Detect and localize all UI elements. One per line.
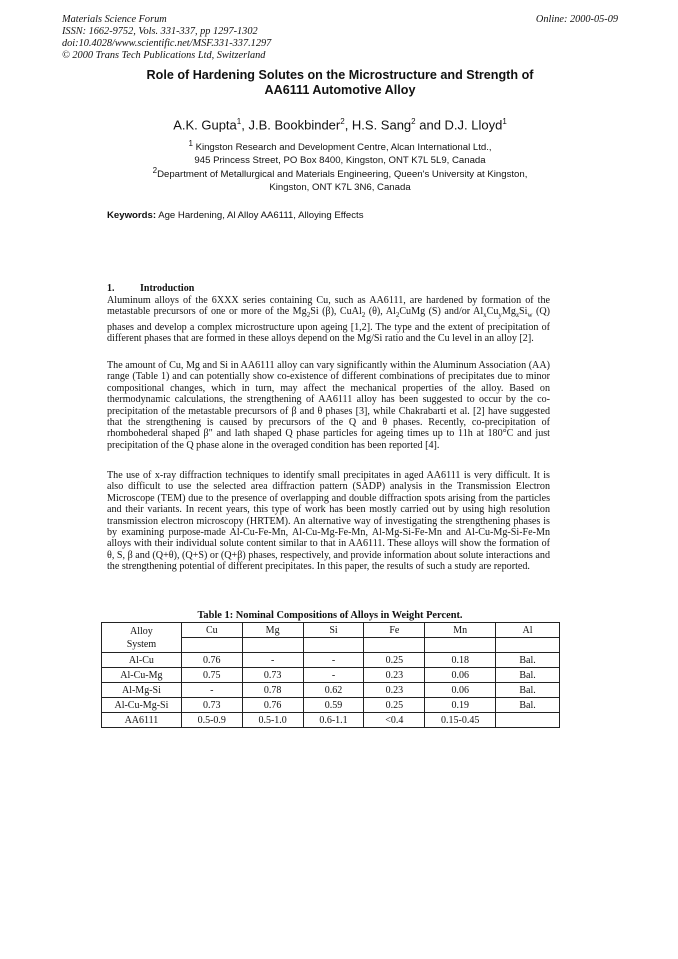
- journal-name: Materials Science Forum: [62, 14, 167, 25]
- composition-table: [101, 622, 560, 728]
- table-cell: 0.5-1.0: [242, 713, 303, 728]
- text-run: CuMg (S) and/or Al: [399, 306, 484, 318]
- table-cell: -: [303, 653, 364, 668]
- affiliation-text: 945 Princess Street, PO Box 8400, Kingston, ONT K7L 5L9, Canada: [194, 154, 486, 166]
- affiliation-2: [100, 165, 580, 194]
- table-cell: <0.4: [364, 713, 425, 728]
- title-line-2: AA6111 Automotive Alloy: [264, 83, 416, 97]
- table-cell: 0.23: [364, 683, 425, 698]
- text-run: Si (β), CuAl: [310, 306, 362, 318]
- subscript: 2: [306, 311, 311, 320]
- table-header-cell: Al: [496, 623, 560, 638]
- online-date: Online: 2000-05-09: [535, 14, 618, 25]
- keywords-text: Age Hardening, Al Alloy AA6111, Alloying Effects: [158, 210, 364, 221]
- table-cell: 0.23: [364, 668, 425, 683]
- keywords-label: Keywords:: [107, 210, 157, 221]
- affiliation-text: Department of Metallurgical and Materials Engineering, Queen's University at Kingston,: [157, 169, 528, 181]
- table-cell: Bal.: [496, 698, 560, 713]
- table-row: [102, 698, 560, 713]
- table-cell: 0.76: [181, 653, 242, 668]
- affiliation-marker: 1: [502, 117, 507, 126]
- paragraph-1: [107, 295, 550, 345]
- subscript: x: [483, 311, 487, 320]
- subscript: z: [515, 311, 520, 320]
- author-name: A.K. Gupta: [173, 117, 237, 133]
- author-list: [70, 114, 610, 133]
- journal-header: [62, 14, 618, 62]
- affiliation-text: Kingston Research and Development Centre, Alcan International Ltd.,: [195, 142, 492, 154]
- author-name: and D.J. Lloyd: [415, 117, 503, 133]
- text-run: Mg: [501, 306, 516, 318]
- subscript: w: [527, 311, 533, 320]
- table-row: [102, 713, 560, 728]
- table-cell: 0.06: [425, 683, 496, 698]
- table-cell: 0.19: [425, 698, 496, 713]
- paragraph-2: The amount of Cu, Mg and Si in AA6111 alloy can vary significantly within the Aluminum Association (AA) range (Table 1) and can potentially show co-existence of different combinations of precipitates due to minor compositional changes, which in turn, may affect the mechanical properties of the alloy. Based on thermodynamic calculations, the strengthening of AA6111 alloy has been suggested to occur by the co-precipitation of the metastable precursors of β and θ phases [3], while Chakrabarti et al. [2] have suggested that the strengthening is caused by precursors of the Q and θ phases. Recently, co-precipitation of rhombohederal shaped β" and lath shaped Q phase particles for ageing times up to 11h at 180°C and just precipitation of the Q phase alone in the overaged condition has been reported [4].: [107, 360, 550, 451]
- text-run: Aluminum alloys of the 6XXX series containing Cu, such as AA6111, are hardened by formation of the metastable precursors of one or more of the Mg: [107, 295, 550, 318]
- affiliation-marker: 1: [188, 139, 193, 148]
- table-cell: -: [242, 653, 303, 668]
- table-cell: -: [303, 668, 364, 683]
- table-header-cell: Cu: [181, 623, 242, 638]
- table-row: [102, 668, 560, 683]
- affiliation-marker: 2: [340, 117, 345, 126]
- table-cell: Al-Cu-Mg: [102, 668, 182, 683]
- table-cell: -: [181, 683, 242, 698]
- table-header-cell: Alloy System: [102, 623, 182, 653]
- table-cell: 0.6-1.1: [303, 713, 364, 728]
- subscript: 2: [395, 311, 400, 320]
- table-cell: AA6111: [102, 713, 182, 728]
- affiliation-marker: 2: [411, 117, 416, 126]
- subscript: y: [498, 311, 502, 320]
- table-caption: Table 1: Nominal Compositions of Alloys in Weight Percent.: [197, 610, 463, 621]
- table-cell: Al-Cu-Mg-Si: [102, 698, 182, 713]
- paper-title: [70, 68, 610, 98]
- table-header-cell: Mg: [242, 623, 303, 638]
- affiliation-marker: 1: [236, 117, 242, 126]
- table-cell: 0.25: [364, 653, 425, 668]
- table-cell: 0.59: [303, 698, 364, 713]
- table-cell: 0.76: [242, 698, 303, 713]
- table-cell: 0.25: [364, 698, 425, 713]
- table-cell: 0.15-0.45: [425, 713, 496, 728]
- text-run: Si: [519, 306, 528, 318]
- table-cell: 0.5-0.9: [181, 713, 242, 728]
- issn-line: ISSN: 1662-9752, Vols. 331-337, pp 1297-1302: [62, 26, 258, 37]
- table-row: [102, 683, 560, 698]
- table-cell: Bal.: [496, 653, 560, 668]
- copyright-line: © 2000 Trans Tech Publications Ltd, Switzerland: [62, 50, 266, 61]
- author-name: , J.B. Bookbinder: [241, 117, 341, 133]
- table-cell: 0.78: [242, 683, 303, 698]
- table-cell: 0.18: [425, 653, 496, 668]
- text-run: (Q) phases and develop a complex microstructure upon ageing [1,2]. The type and the extent of precipitation of different phases that are formed in these alloys depend on the Mg/Si ratio and the Cu level in an alloy [2].: [107, 306, 550, 345]
- keywords: [107, 210, 577, 221]
- table-cell: 0.06: [425, 668, 496, 683]
- table-cell: Bal.: [496, 683, 560, 698]
- section-number: 1.: [107, 283, 115, 294]
- table-header-cell: Si: [303, 623, 364, 638]
- text-run: Cu: [486, 306, 499, 318]
- table-row: [102, 653, 560, 668]
- table-cell: Bal.: [496, 668, 560, 683]
- section-title: Introduction: [140, 283, 195, 294]
- table-cell: 0.73: [181, 698, 242, 713]
- title-line-1: Role of Hardening Solutes on the Microstructure and Strength of: [146, 68, 534, 82]
- text-run: (θ), Al: [365, 306, 396, 318]
- table-cell: 0.75: [181, 668, 242, 683]
- paragraph-3: The use of x-ray diffraction techniques to identify small precipitates in aged AA6111 is very difficult. It is also difficult to use the selected area diffraction pattern (SADP) analysis in the Transmission Electron Microscope (TEM) due to the presence of overlapping and double diffraction spots arising from the particles and their variants. In recent years, this type of work has been mostly carried out by using high resolution transmission electron microscopy (HRTEM). An alternative way of investigating the strengthening phases is by examining purpose-made Al-Cu-Fe-Mn, Al-Cu-Mg-Fe-Mn, Al-Mg-Si-Fe-Mn and Al-Cu-Mg-Si-Fe-Mn alloys with their individual solute content similar to that in AA6111. These alloys will show the formation of θ, S, β and (Q+θ), (Q+S) or (Q+β) phases, respectively, and provide information about solute interactions and the strengthening potential of different precipitates. In this paper, the results of such a study are reported.: [107, 470, 550, 573]
- table-cell: 0.73: [242, 668, 303, 683]
- doi-line: doi:10.4028/www.scientific.net/MSF.331-337.1297: [62, 38, 272, 49]
- affiliation-1: [110, 138, 570, 167]
- table-cell: Al-Cu: [102, 653, 182, 668]
- affiliation-marker: 2: [152, 166, 158, 175]
- table-header-cell: Mn: [425, 623, 496, 638]
- table-cell: [496, 713, 560, 728]
- table-header-row: [102, 623, 560, 638]
- table-header-cell: Fe: [364, 623, 425, 638]
- table-cell: Al-Mg-Si: [102, 683, 182, 698]
- section-heading: [107, 283, 194, 294]
- author-name: , H.S. Sang: [344, 117, 412, 133]
- affiliation-text: Kingston, ONT K7L 3N6, Canada: [269, 181, 411, 193]
- subscript: 2: [361, 311, 366, 320]
- table-cell: 0.62: [303, 683, 364, 698]
